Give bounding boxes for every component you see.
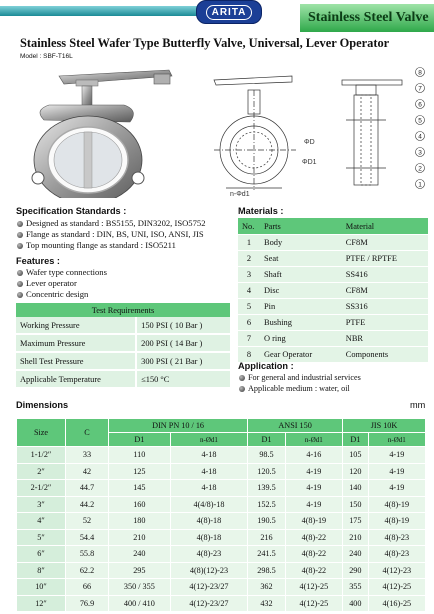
table-cell: NBR — [342, 331, 428, 347]
table-cell: 152.5 — [248, 496, 286, 513]
table-cell: CF8M — [342, 283, 428, 299]
callout-3: 3 — [418, 149, 422, 157]
list-item: For general and industrial services — [238, 372, 361, 383]
table-row — [17, 463, 426, 480]
table-cell: 54.4 — [66, 529, 109, 546]
page-title: Stainless Steel Wafer Type Butterfly Valve, Universal, Lever Operator — [20, 36, 390, 50]
table-row — [238, 283, 428, 299]
test-requirements-heading: Test Requirements — [16, 303, 230, 317]
column-header-nd: n-Ød1 — [170, 433, 248, 447]
column-header-d1: D1 — [343, 433, 369, 447]
column-header-nd: n-Ød1 — [368, 433, 425, 447]
model-number: Model : SBF-T16L — [20, 53, 73, 60]
dimensions-unit: mm — [410, 400, 426, 410]
table-cell: 4(16)-25 — [368, 595, 425, 612]
brand-logo — [196, 0, 262, 24]
table-row — [238, 251, 428, 267]
table-cell: 2″ — [17, 463, 66, 480]
features-heading: Features : — [16, 256, 60, 266]
table-cell: 2 — [238, 251, 260, 267]
list-item: Applicable medium : water, oil — [238, 383, 361, 394]
table-cell: 10″ — [17, 579, 66, 596]
table-cell: Disc — [260, 283, 342, 299]
table-cell: 4(12)-23/27 — [170, 579, 248, 596]
table-cell: 105 — [343, 447, 369, 464]
table-cell: 216 — [248, 529, 286, 546]
table-cell: 350 / 355 — [109, 579, 171, 596]
table-row — [238, 347, 428, 363]
table-row — [238, 267, 428, 283]
table-cell: 190.5 — [248, 513, 286, 530]
table-cell: 4(8)-19 — [368, 496, 425, 513]
table-row — [17, 496, 426, 513]
table-cell: 98.5 — [248, 447, 286, 464]
table-cell: 7 — [238, 331, 260, 347]
table-cell: 52 — [66, 513, 109, 530]
table-cell: 4(8)-22 — [285, 562, 342, 579]
column-header-d1: D1 — [109, 433, 171, 447]
column-header-size: Size — [17, 419, 66, 447]
table-cell: 4 — [238, 283, 260, 299]
table-cell: 180 — [109, 513, 171, 530]
table-cell: 298.5 — [248, 562, 286, 579]
table-cell: 295 — [109, 562, 171, 579]
technical-drawing — [206, 60, 434, 198]
table-cell: 432 — [248, 595, 286, 612]
table-cell: 4(8)(12)-23 — [170, 562, 248, 579]
table-cell: 76.9 — [66, 595, 109, 612]
table-cell: 175 — [343, 513, 369, 530]
table-cell: 12″ — [17, 595, 66, 612]
column-header-din: DIN PN 10 / 16 — [109, 419, 248, 433]
table-cell: 355 — [343, 579, 369, 596]
table-cell: 44.7 — [66, 480, 109, 497]
table-cell: 290 — [343, 562, 369, 579]
table-cell: SS316 — [342, 299, 428, 315]
materials-table — [238, 218, 428, 362]
table-cell: O ring — [260, 331, 342, 347]
table-row — [238, 235, 428, 251]
list-item: Designed as standard : BS5155, DIN3202, ISO5752 — [16, 218, 206, 229]
table-row: Shell Test Pressure 300 PSI ( 21 Bar ) — [16, 352, 230, 370]
table-cell: 4-16 — [285, 447, 342, 464]
table-cell: 241.5 — [248, 546, 286, 563]
callout-8: 8 — [418, 69, 422, 77]
table-cell: 145 — [109, 480, 171, 497]
brand-logo-text: ARITA — [206, 5, 253, 20]
table-cell: 362 — [248, 579, 286, 596]
table-row: Maximum Pressure 200 PSI ( 14 Bar ) — [16, 334, 230, 352]
specs-list — [16, 218, 206, 251]
table-row — [238, 315, 428, 331]
table-cell: 6″ — [17, 546, 66, 563]
specs-heading: Specification Standards : — [16, 206, 127, 216]
table-cell: 62.2 — [66, 562, 109, 579]
table-cell: Pin — [260, 299, 342, 315]
table-cell: 4(8)-19 — [368, 513, 425, 530]
table-cell: 6 — [238, 315, 260, 331]
table-cell: 8″ — [17, 562, 66, 579]
table-cell: SS416 — [342, 267, 428, 283]
column-header-c: C — [66, 419, 109, 447]
table-cell: CF8M — [342, 235, 428, 251]
table-cell: 4(8)-22 — [285, 546, 342, 563]
table-cell: 4-19 — [368, 447, 425, 464]
table-cell: 4-18 — [170, 447, 248, 464]
table-cell: 4-18 — [170, 480, 248, 497]
table-cell: PTFE — [342, 315, 428, 331]
table-cell: 4-19 — [285, 463, 342, 480]
column-header: Parts — [260, 218, 342, 235]
callout-6: 6 — [418, 101, 422, 109]
callout-2: 2 — [418, 165, 422, 173]
table-cell: 3 — [238, 267, 260, 283]
table-cell: 140 — [343, 480, 369, 497]
table-row — [17, 480, 426, 497]
table-cell: Shaft — [260, 267, 342, 283]
column-header-d1: D1 — [248, 433, 286, 447]
table-cell: 4(8)-23 — [368, 546, 425, 563]
table-cell: Gear Operator — [260, 347, 342, 363]
drawing-dim-d1: ΦD1 — [302, 159, 317, 166]
table-cell: 400 / 410 — [109, 595, 171, 612]
column-header-ansi: ANSI 150 — [248, 419, 343, 433]
table-cell: 4(8)-18 — [170, 513, 248, 530]
drawing-dim-od: ΦD — [304, 139, 315, 146]
table-cell: 42 — [66, 463, 109, 480]
table-cell: 66 — [66, 579, 109, 596]
table-cell: 4(12)-25 — [285, 579, 342, 596]
callout-5: 5 — [418, 117, 422, 125]
column-header-jis: JIS 10K — [343, 419, 426, 433]
table-cell: Bushing — [260, 315, 342, 331]
table-cell: Body — [260, 235, 342, 251]
table-cell: 240 — [109, 546, 171, 563]
callout-4: 4 — [418, 133, 422, 141]
table-row — [17, 595, 426, 612]
table-cell: 5″ — [17, 529, 66, 546]
table-cell: 5 — [238, 299, 260, 315]
table-row — [17, 447, 426, 464]
header-banner: Stainless Steel Valve — [300, 4, 434, 32]
table-cell: 4(8)-23 — [170, 546, 248, 563]
list-item: Lever operator — [16, 278, 107, 289]
table-cell: 8 — [238, 347, 260, 363]
table-cell: Seat — [260, 251, 342, 267]
application-list — [238, 372, 361, 394]
table-row — [17, 562, 426, 579]
table-cell: 4″ — [17, 513, 66, 530]
table-cell: 120 — [343, 463, 369, 480]
table-cell: 120.5 — [248, 463, 286, 480]
table-row — [238, 331, 428, 347]
table-cell: 110 — [109, 447, 171, 464]
table-cell: 44.2 — [66, 496, 109, 513]
callout-1: 1 — [418, 181, 422, 189]
table-row — [17, 579, 426, 596]
table-cell: 55.8 — [66, 546, 109, 563]
table-cell: 4-19 — [368, 480, 425, 497]
table-cell: 4(4/8)-18 — [170, 496, 248, 513]
table-cell: 4(8)-18 — [170, 529, 248, 546]
table-cell: 3″ — [17, 496, 66, 513]
list-item: Wafer type connections — [16, 267, 107, 278]
table-cell: 125 — [109, 463, 171, 480]
table-cell: 210 — [109, 529, 171, 546]
column-header: No. — [238, 218, 260, 235]
dimensions-table — [16, 418, 426, 612]
table-cell: 4(12)-23 — [368, 562, 425, 579]
callout-7: 7 — [418, 85, 422, 93]
features-list — [16, 267, 107, 300]
table-cell: 4(12)-25 — [368, 579, 425, 596]
table-cell: 2-1/2″ — [17, 480, 66, 497]
table-cell: 1 — [238, 235, 260, 251]
valve-photo — [4, 60, 196, 198]
table-cell: 150 — [343, 496, 369, 513]
table-row: Applicable Temperature ≤150 °C — [16, 370, 230, 388]
column-header-nd: n-Ød1 — [285, 433, 342, 447]
table-cell: 4(8)-19 — [285, 513, 342, 530]
table-row: Working Pressure 150 PSI ( 10 Bar ) — [16, 317, 230, 334]
table-cell: 240 — [343, 546, 369, 563]
table-cell: 1-1/2″ — [17, 447, 66, 464]
list-item: Flange as standard : DIN, BS, UNI, ISO, ANSI, JIS — [16, 229, 206, 240]
column-header: Material — [342, 218, 428, 235]
test-requirements-table — [16, 303, 230, 389]
table-cell: 4-18 — [170, 463, 248, 480]
table-cell: 4(12)-25 — [285, 595, 342, 612]
table-cell: 33 — [66, 447, 109, 464]
application-heading: Application : — [238, 361, 294, 371]
table-row — [238, 299, 428, 315]
table-row — [17, 513, 426, 530]
list-item: Concentric design — [16, 289, 107, 300]
table-row — [17, 529, 426, 546]
table-cell: Components — [342, 347, 428, 363]
table-cell: 4(12)-23/27 — [170, 595, 248, 612]
table-row — [17, 546, 426, 563]
list-item: Top mounting flange as standard : ISO5211 — [16, 240, 206, 251]
table-cell: 4(8)-23 — [368, 529, 425, 546]
table-cell: 139.5 — [248, 480, 286, 497]
table-cell: 400 — [343, 595, 369, 612]
table-cell: 4-19 — [368, 463, 425, 480]
table-cell: 160 — [109, 496, 171, 513]
table-cell: 4-19 — [285, 480, 342, 497]
materials-heading: Materials : — [238, 206, 284, 216]
table-cell: PTFE / RPTFE — [342, 251, 428, 267]
table-cell: 210 — [343, 529, 369, 546]
table-cell: 4-19 — [285, 496, 342, 513]
table-cell: 4(8)-22 — [285, 529, 342, 546]
dimensions-heading: Dimensions — [16, 400, 69, 410]
drawing-dim-holes: n-Φd1 — [230, 191, 250, 198]
